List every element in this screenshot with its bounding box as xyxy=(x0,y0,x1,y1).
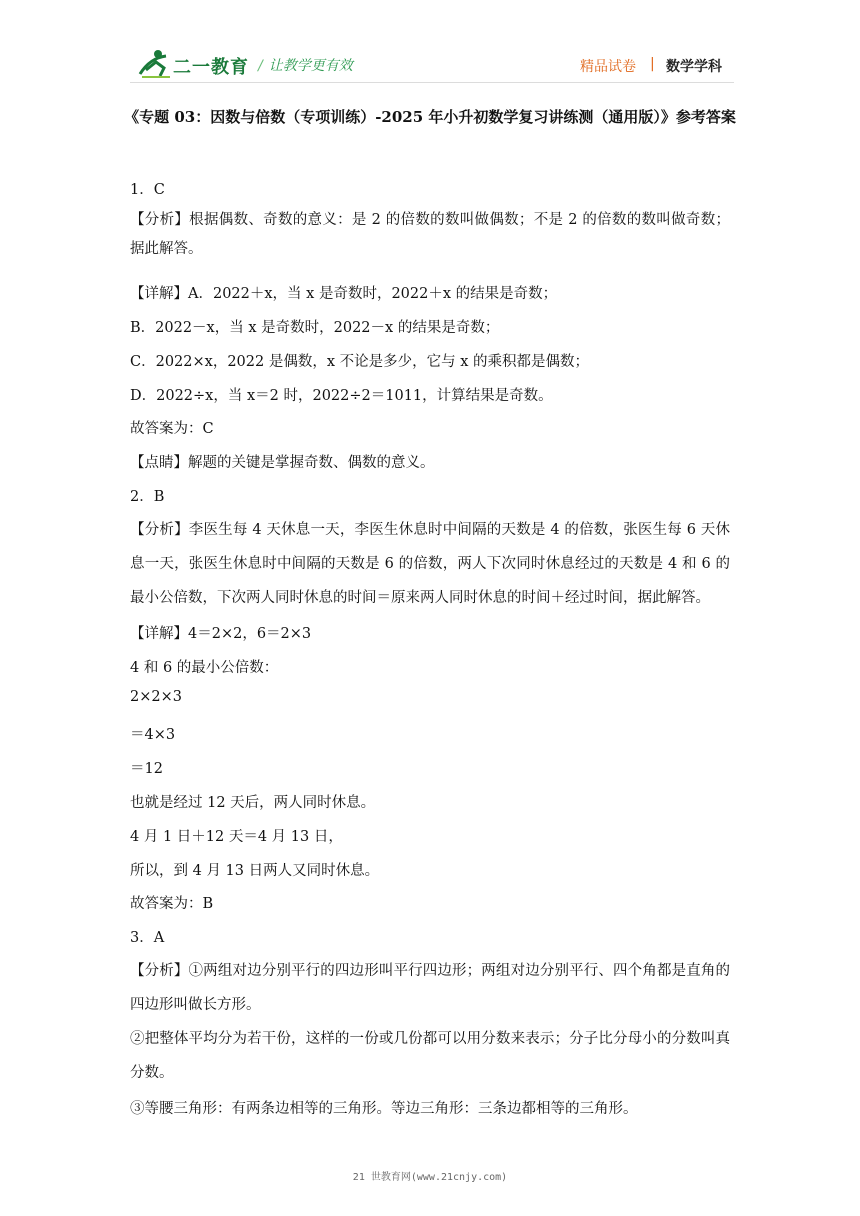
q2-step-3: ＝12 xyxy=(130,761,163,777)
q3-analysis-3: ③等腰三角形：有两条边相等的三角形。等边三角形：三条边都相等的三角形。 xyxy=(130,1101,638,1117)
q1-analysis: 【分析】根据偶数、奇数的意义：是 2 的倍数的数叫做偶数；不是 2 的倍数的数叫做奇数；据此解答。 xyxy=(130,212,730,257)
page-header xyxy=(0,0,860,100)
q3-analysis-2: ②把整体平均分为若干份，这样的一份或几份都可以用分数来表示；分子比分母小的分数叫真分数。 xyxy=(130,1031,730,1081)
q3-number: 3．A xyxy=(130,930,165,946)
q2-line-2: 4 月 1 日＋12 天＝4 月 13 日， xyxy=(130,829,343,845)
q1-detail-a: 【详解】A．2022＋x，当 x 是奇数时，2022＋x 的结果是奇数； xyxy=(130,286,558,302)
tag-separator: | xyxy=(650,56,655,72)
logo-text: 二一教育 xyxy=(173,57,249,78)
q2-step-2: ＝4×3 xyxy=(130,727,176,743)
subject-tag: 数学学科 xyxy=(666,59,722,75)
q1-detail-c: C．2022×x，2022 是偶数，x 不论是多少，它与 x 的乘积都是偶数； xyxy=(130,354,590,370)
page-title: 《专题 03：因数与倍数（专项训练）-2025 年小升初数学复习讲练测（通用版）》参考答案 xyxy=(124,108,736,126)
q2-line-3: 所以，到 4 月 13 日两人又同时休息。 xyxy=(130,863,380,879)
q2-detail: 【详解】4＝2×2，6＝2×3 xyxy=(130,626,312,642)
q1-detail-d: D．2022÷x，当 x＝2 时，2022÷2＝1011，计算结果是奇数。 xyxy=(130,388,553,404)
header-divider xyxy=(130,82,734,83)
q2-step-1: 2×2×3 xyxy=(130,689,182,705)
slogan-text: 让教学更有效 xyxy=(268,58,353,74)
q1-detail-b: B．2022－x，当 x 是奇数时，2022－x 的结果是奇数； xyxy=(130,320,500,336)
page-footer: 21 世教育网(www.21cnjy.com) xyxy=(352,1172,508,1183)
q1-number: 1．C xyxy=(130,182,165,198)
q2-line-1: 也就是经过 12 天后，两人同时休息。 xyxy=(130,795,376,811)
q1-answer: 故答案为：C xyxy=(130,421,214,437)
q2-lcm-label: 4 和 6 的最小公倍数： xyxy=(130,660,279,676)
q1-comment: 【点睛】解题的关键是掌握奇数、偶数的意义。 xyxy=(130,455,435,471)
q3-analysis-1: 【分析】①两组对边分别平行的四边形叫平行四边形；两组对边分别平行、四个角都是直角的四边形叫做长方形。 xyxy=(130,963,730,1013)
q2-analysis: 【分析】李医生每 4 天休息一天，李医生休息时中间隔的天数是 4 的倍数，张医生每 6 天休息一天，张医生休息时中间隔的天数是 6 的倍数，两人下次同时休息经过的天数是 4 和 6 的最小公倍数，下次两人同时休息的时间＝原来两人同时休息的时间＋经过时间，据此解答。 xyxy=(130,522,730,606)
slogan: / 让教学更有效 xyxy=(258,58,353,74)
q2-number: 2．B xyxy=(130,489,165,505)
premium-tag: 精品试卷 xyxy=(580,59,636,75)
q2-answer: 故答案为：B xyxy=(130,896,214,912)
